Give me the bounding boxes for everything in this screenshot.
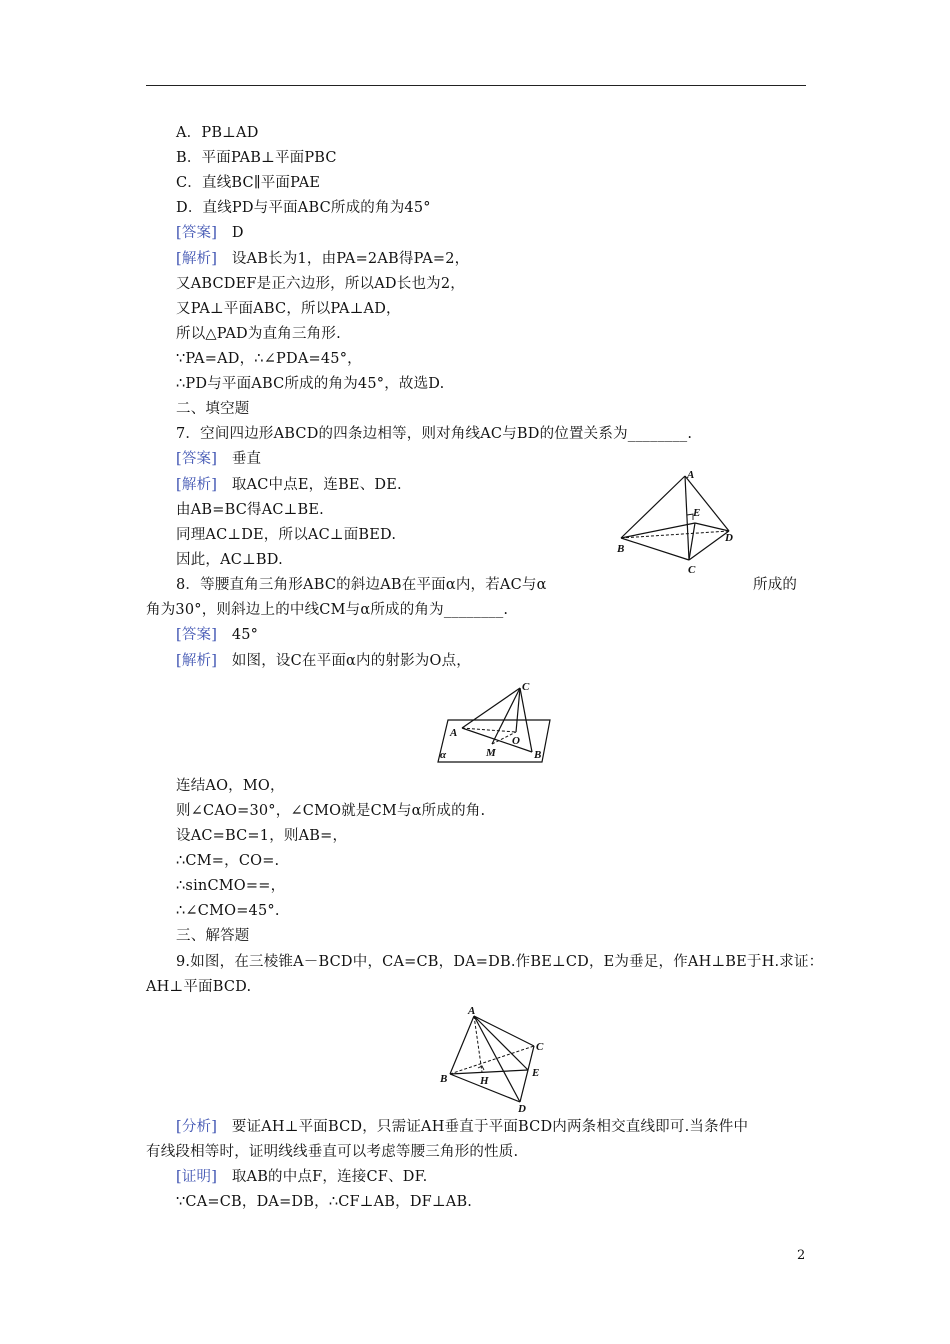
answer-text: D (217, 225, 244, 241)
q7-analysis-line (176, 476, 402, 494)
label-d: D (725, 532, 733, 544)
q6-option-d: D．直线PD与平面ABC所成的角为45° (176, 200, 431, 216)
q8-analysis-line: 则∠CAO=30°，∠CMO就是CM与α所成的角. (176, 803, 486, 819)
analysis-tag: [解析] (176, 653, 218, 669)
label-e: E (693, 507, 701, 519)
q8-question-line1-end: 所成的 (753, 577, 798, 593)
q7-tetrahedron-figure (615, 468, 745, 580)
q8-question-line2: 角为30°，则斜边上的中线CM与α所成的角为________. (146, 602, 509, 618)
q6-analysis-line: 所以△PAD为直角三角形. (176, 326, 341, 342)
q8-analysis-line: ∴sinCMO==， (176, 878, 286, 894)
answer-text: 垂直 (217, 451, 262, 467)
q8-analysis-line: 连结AO，MO， (176, 778, 285, 794)
answer-tag: [答案] (176, 225, 218, 241)
q7-analysis-line: 由AB=BC得AC⊥BE. (176, 502, 324, 518)
q9-question-line2: AH⊥平面BCD. (146, 979, 252, 995)
label-b: B (617, 543, 625, 555)
label-c: C (536, 1041, 544, 1053)
label-a: A (687, 469, 695, 481)
analysis-text: 如图，设C在平面α内的射影为O点， (217, 653, 471, 669)
label-m: M (486, 747, 496, 759)
q8-analysis-line: ∴∠CMO=45°. (176, 903, 280, 919)
answer-tag: [答案] (176, 451, 218, 467)
answer-text: 45° (217, 627, 259, 643)
analysis-tag: [解析] (176, 251, 218, 267)
q9-proof-line: ∵CA=CB，DA=DB，∴CF⊥AB，DF⊥AB. (176, 1194, 473, 1210)
q6-option-c: C．直线BC∥平面PAE (176, 175, 321, 191)
q9-analysis-line: 有线段相等时，证明线线垂直可以考虑等腰三角形的性质. (146, 1144, 519, 1160)
label-d: D (518, 1103, 526, 1112)
q7-answer (176, 450, 261, 468)
section-title-fill-in: 二、填空题 (176, 401, 250, 417)
q9-question-line1: 9.如图，在三棱锥A－BCD中，CA=CB，DA=DB.作BE⊥CD，E为垂足，作AH⊥BE于H.求证： (176, 954, 824, 970)
label-h: H (480, 1075, 489, 1087)
label-o: O (512, 735, 520, 747)
q6-analysis-line: ∵PA=AD，∴∠PDA=45°， (176, 351, 362, 367)
q8-plane-figure (432, 680, 556, 766)
analysis-tag: [分析] (176, 1119, 218, 1135)
q6-option-b: B．平面PAB⊥平面PBC (176, 150, 337, 166)
answer-tag: [答案] (176, 627, 218, 643)
page-number: 2 (797, 1248, 806, 1263)
q8-answer (176, 626, 258, 644)
q7-question: 7．空间四边形ABCD的四条边相等，则对角线AC与BD的位置关系为________. (176, 426, 693, 442)
q7-analysis-line: 因此，AC⊥BD. (176, 552, 283, 568)
q8-analysis-line (176, 652, 471, 670)
q8-analysis-line: 设AC=BC=1，则AB=， (176, 828, 348, 844)
label-c: C (688, 564, 696, 576)
q9-analysis-line (176, 1118, 748, 1136)
label-a: A (450, 727, 458, 739)
proof-tag: [证明] (176, 1169, 218, 1185)
header-rule (146, 85, 806, 86)
analysis-text: 设AB长为1，由PA=2AB得PA=2， (217, 251, 470, 267)
q6-analysis-line: ∴PD与平面ABC所成的角为45°，故选D. (176, 376, 445, 392)
analysis-text: 取AC中点E，连BE、DE. (217, 477, 402, 493)
q6-analysis-line (176, 250, 469, 268)
label-alpha: α (440, 749, 447, 761)
label-e: E (532, 1067, 540, 1079)
q9-proof-line (176, 1168, 427, 1186)
q6-analysis-line: 又PA⊥平面ABC，所以PA⊥AD， (176, 301, 401, 317)
label-c: C (522, 681, 530, 693)
q7-analysis-line: 同理AC⊥DE，所以AC⊥面BED. (176, 527, 397, 543)
label-a: A (468, 1005, 476, 1017)
q6-option-a: A．PB⊥AD (176, 125, 259, 141)
q6-answer (176, 224, 244, 242)
analysis-text: 要证AH⊥平面BCD，只需证AH垂直于平面BCD内两条相交直线即可.当条件中 (217, 1119, 749, 1135)
analysis-tag: [解析] (176, 477, 218, 493)
q8-analysis-line: ∴CM=，CO=. (176, 853, 280, 869)
label-b: B (534, 749, 542, 761)
q6-analysis-line: 又ABCDEF是正六边形，所以AD长也为2， (176, 276, 465, 292)
q9-pyramid-figure (436, 1004, 554, 1112)
label-b: B (440, 1073, 448, 1085)
proof-text: 取AB的中点F，连接CF、DF. (217, 1169, 428, 1185)
q8-question-line1: 8．等腰直角三角形ABC的斜边AB在平面α内，若AC与α (176, 577, 547, 593)
section-title-solve: 三、解答题 (176, 928, 250, 944)
